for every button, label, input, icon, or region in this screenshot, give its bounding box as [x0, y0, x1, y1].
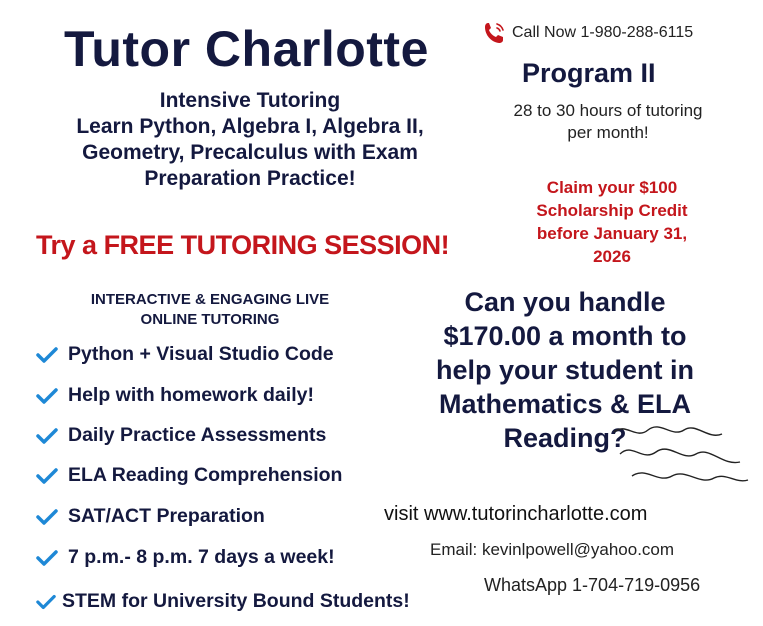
whatsapp-contact[interactable]: WhatsApp 1-704-719-0956: [484, 575, 701, 595]
check-icon: [36, 346, 58, 364]
feature-label: Help with homework daily!: [68, 384, 314, 406]
subtitle-line: Learn Python, Algebra I, Algebra II,: [76, 115, 424, 138]
feature-label: Python + Visual Studio Code: [68, 343, 334, 365]
feature-item: [36, 384, 314, 407]
hours-line: 28 to 30 hours of tutoring: [513, 101, 703, 120]
check-icon: [36, 387, 58, 405]
feature-label: SAT/ACT Preparation: [68, 505, 265, 527]
check-icon: [36, 427, 58, 445]
feature-label: ELA Reading Comprehension: [68, 464, 343, 486]
squiggle-decoration: [612, 420, 752, 490]
check-icon: [36, 467, 58, 485]
free-session-cta: [36, 230, 449, 261]
subtitle-line: Intensive Tutoring: [159, 89, 341, 112]
program-name: Program II: [522, 58, 656, 88]
program-hours: [488, 100, 728, 144]
feature-label: STEM for University Bound Students!: [62, 590, 410, 612]
page-title: Tutor Charlotte: [64, 21, 429, 77]
interactive-heading: [40, 290, 380, 330]
question-line: help your student in: [435, 355, 694, 385]
interactive-line: ONLINE TUTORING: [140, 311, 280, 328]
claim-line: Scholarship Credit: [536, 201, 688, 220]
subtitle-line: Geometry, Precalculus with Exam: [82, 141, 418, 164]
feature-item: [36, 464, 342, 487]
claim-line: before January 31,: [536, 224, 688, 243]
website-link[interactable]: visit www.tutorincharlotte.com: [384, 503, 648, 525]
question-line: $170.00 a month to: [443, 321, 687, 351]
check-icon: [36, 549, 58, 567]
feature-item: [36, 343, 334, 366]
subtitle: [30, 88, 470, 192]
claim-line: 2026: [593, 247, 631, 266]
feature-item: [36, 424, 326, 447]
phone-number: Call Now 1-980-288-6115: [512, 24, 694, 41]
feature-item: [36, 546, 335, 569]
claim-line: Claim your $100: [546, 178, 678, 197]
check-icon: [36, 508, 58, 526]
phone-icon: [482, 20, 506, 46]
call-now[interactable]: [482, 20, 693, 46]
feature-label: Daily Practice Assessments: [68, 424, 327, 446]
question-line: Mathematics & ELA: [438, 389, 692, 419]
question-line: Can you handle: [464, 287, 666, 317]
scholarship-claim: [512, 176, 712, 268]
feature-label: 7 p.m.- 8 p.m. 7 days a week!: [68, 546, 335, 568]
cta-lead: Try a: [36, 230, 97, 260]
cta-emphasis: FREE TUTORING SESSION!: [103, 230, 450, 260]
check-icon: [36, 593, 56, 611]
question-line: Reading?: [503, 423, 627, 453]
feature-item: [36, 590, 410, 613]
email-link[interactable]: Email: kevinlpowell@yahoo.com: [430, 540, 675, 559]
hours-line: per month!: [567, 123, 649, 142]
subtitle-line: Preparation Practice!: [144, 167, 356, 190]
interactive-line: INTERACTIVE & ENGAGING LIVE: [90, 291, 330, 308]
feature-item: [36, 505, 265, 528]
